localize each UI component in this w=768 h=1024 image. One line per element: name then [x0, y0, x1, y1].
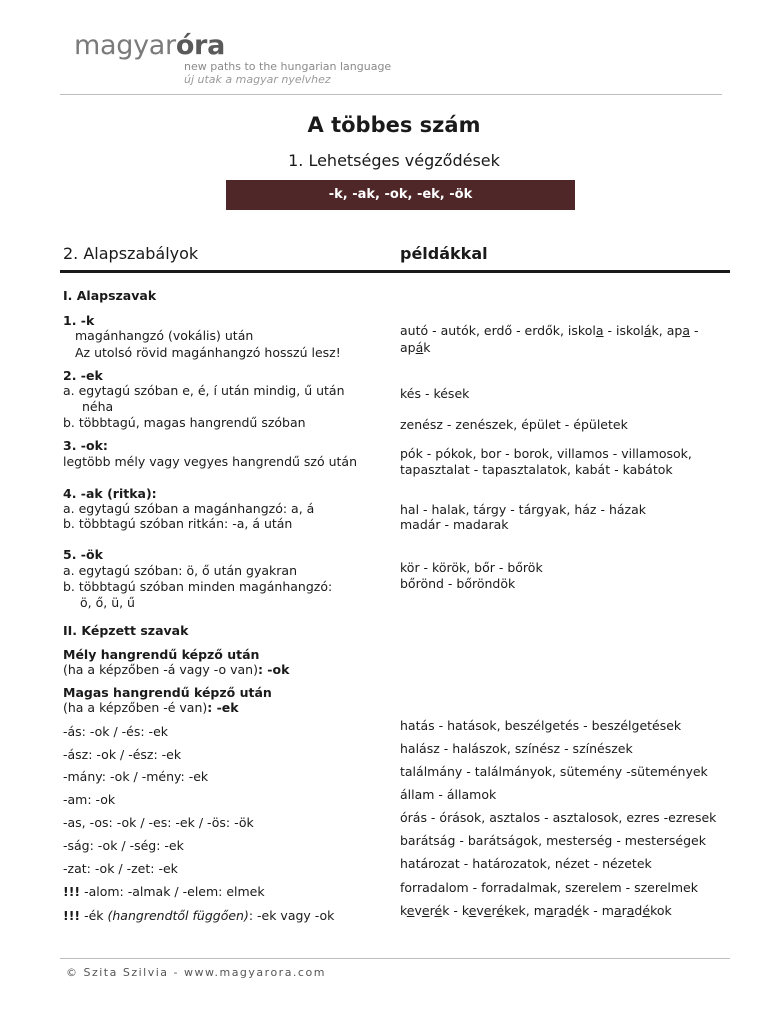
tagline-english: new paths to the hungarian language — [184, 60, 392, 73]
rule-ok-line1: legtöbb mély vagy vegyes hangrendű szó után — [63, 454, 358, 469]
suffix-rule: -ász: -ok / -ész: -ek — [63, 747, 182, 762]
logo-wordmark: magyaróra — [74, 30, 225, 61]
tagline-hungarian: új utak a magyar nyelvhez — [184, 73, 331, 86]
suffix-example: találmány - találmányok, sütemény -sütemények — [400, 764, 708, 779]
rule-k-heading: 1. -k — [63, 313, 95, 328]
deep-vowel-heading: Mély hangrendű képző után — [63, 647, 260, 662]
suffix-rule: -zat: -ok / -zet: -ek — [63, 861, 178, 876]
section2-divider — [60, 270, 730, 273]
endings-banner: -k, -ak, -ok, -ek, -ök — [226, 180, 575, 210]
suffix-rule-exception: !!! -ék (hangrendtől függően): -ek vagy -ok — [63, 908, 335, 923]
suffix-rule: -am: -ok — [63, 792, 116, 807]
rule-ok2-b-line2: ö, ő, ü, ű — [80, 595, 135, 610]
rule-ak-heading: 4. -ak (ritka): — [63, 486, 157, 501]
example-k-line1: autó - autók, erdő - erdők, iskola - iskolák, apa - — [400, 323, 699, 338]
suffix-rule-exception: !!! -alom: -almak / -elem: elmek — [63, 884, 265, 899]
suffix-example-exception: keverék - keverékek, maradék - maradékok — [400, 903, 672, 918]
rule-ok-heading: 3. -ok: — [63, 438, 108, 453]
part1-title: I. Alapszavak — [63, 288, 157, 303]
suffix-rule: -ság: -ok / -ség: -ek — [63, 838, 184, 853]
suffix-example: állam - államok — [400, 787, 497, 802]
header-divider — [60, 94, 722, 95]
rule-ek-a-line2: néha — [82, 399, 114, 414]
rule-ok2-b-line1: b. többtagú szóban minden magánhangzó: — [63, 579, 333, 594]
deep-vowel-note: (ha a képzőben -á vagy -o van): -ok — [63, 662, 290, 677]
example-ak-a: hal - halak, tárgy - tárgyak, ház - házak — [400, 502, 646, 517]
rule-ok2-a: a. egytagú szóban: ö, ő után gyakran — [63, 563, 297, 578]
footer-copyright: © Szita Szilvia - www.magyarora.com — [66, 966, 326, 979]
high-vowel-note: (ha a képzőben -é van): -ek — [63, 700, 239, 715]
suffix-example-exception: forradalom - forradalmak, szerelem - szerelmek — [400, 880, 698, 895]
suffix-example: órás - órások, asztalos - asztalosok, ezres -ezresek — [400, 810, 717, 825]
section1-heading: 1. Lehetséges végződések — [288, 151, 500, 170]
example-k-line2: apák — [400, 340, 431, 355]
example-ok-line1: pók - pókok, bor - borok, villamos - villamosok, — [400, 446, 692, 461]
rule-ek-a-line1: a. egytagú szóban e, é, í után mindig, ű után — [63, 383, 345, 398]
rule-k-line1: magánhangzó (vokális) után — [75, 328, 254, 343]
rule-ek-b: b. többtagú, magas hangrendű szóban — [63, 415, 306, 430]
rule-ak-a: a. egytagú szóban a magánhangzó: a, á — [63, 501, 315, 516]
examples-heading: példákkal — [400, 244, 488, 263]
suffix-rule: -mány: -ok / -mény: -ek — [63, 769, 209, 784]
example-ek-a: kés - kések — [400, 386, 470, 401]
suffix-example: hatás - hatások, beszélgetés - beszélgetések — [400, 718, 682, 733]
suffix-rule: -ás: -ok / -és: -ek — [63, 724, 168, 739]
rule-ok2-heading: 5. -ök — [63, 547, 103, 562]
example-ek-b: zenész - zenészek, épület - épületek — [400, 417, 628, 432]
example-ok2-b: bőrönd - bőröndök — [400, 576, 516, 591]
part2-title: II. Képzett szavak — [63, 623, 189, 638]
rule-k-line2: Az utolsó rövid magánhangzó hosszú lesz! — [75, 345, 341, 360]
example-ok-line2: tapasztalat - tapasztalatok, kabát - kabátok — [400, 462, 673, 477]
suffix-example: halász - halászok, színész - színészek — [400, 741, 633, 756]
rule-ak-b: b. többtagú szóban ritkán: -a, á után — [63, 516, 293, 531]
page-title: A többes szám — [307, 113, 481, 137]
suffix-example: határozat - határozatok, nézet - nézetek — [400, 856, 652, 871]
high-vowel-heading: Magas hangrendű képző után — [63, 685, 272, 700]
footer-divider — [60, 958, 730, 959]
suffix-example: barátság - barátságok, mesterség - mesterségek — [400, 833, 706, 848]
example-ak-b: madár - madarak — [400, 517, 509, 532]
rule-ek-heading: 2. -ek — [63, 368, 103, 383]
section2-heading: 2. Alapszabályok — [63, 244, 199, 263]
example-ok2-a: kör - körök, bőr - bőrök — [400, 560, 543, 575]
logo — [74, 30, 392, 86]
suffix-rule: -as, -os: -ok / -es: -ek / -ös: -ök — [63, 815, 254, 830]
